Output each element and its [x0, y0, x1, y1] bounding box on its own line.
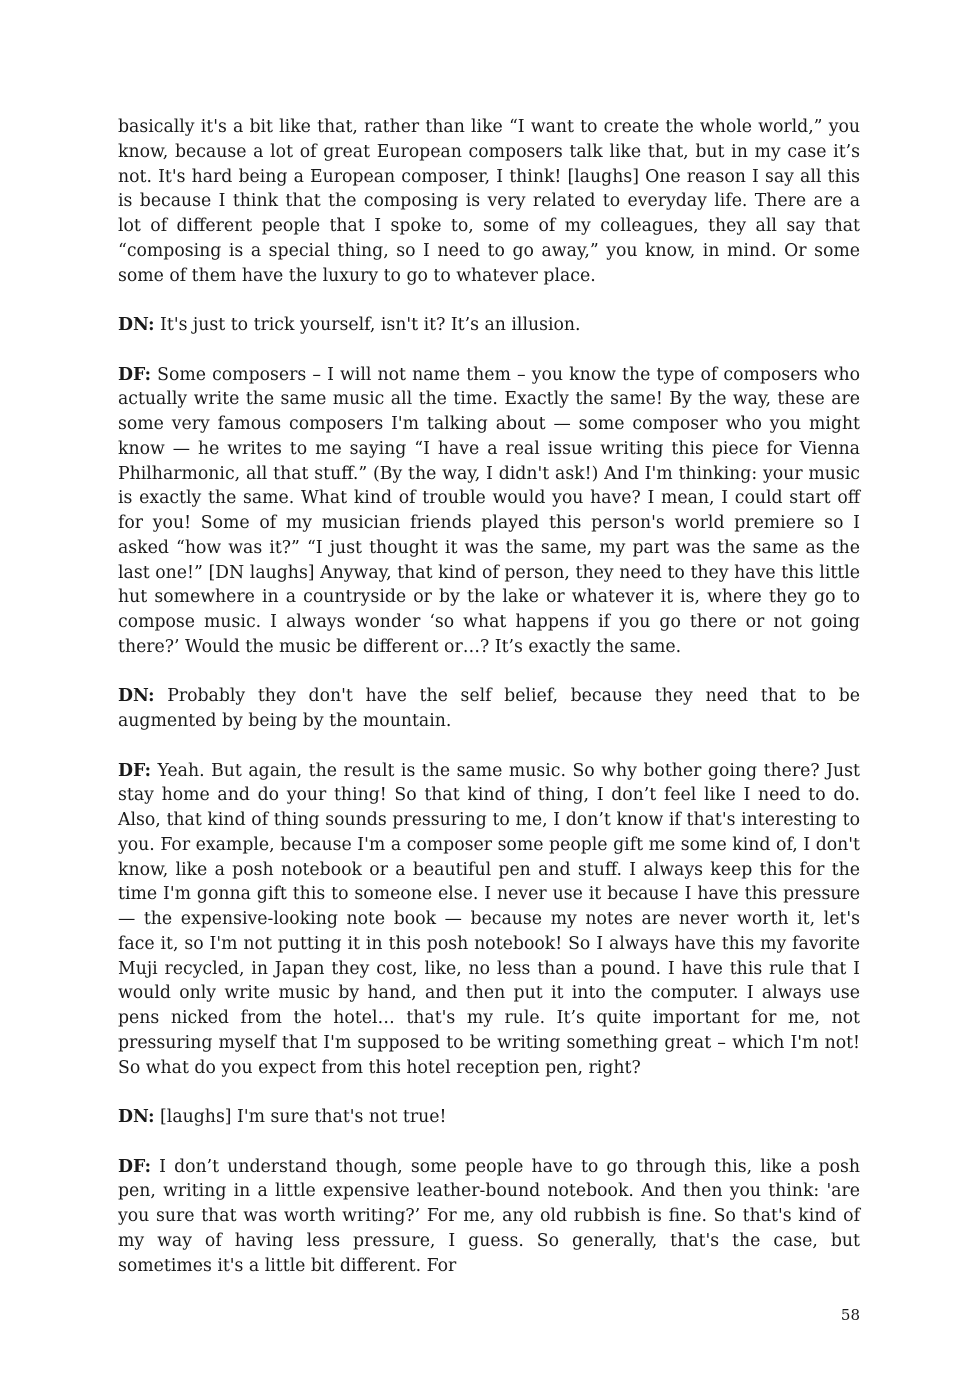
paragraph-text: basically it's a bit like that, rather than like “I want to create the whole world,” you know, because a lot of great European composers talk like that, but in my case it’s not. It's hard being a European composer, I think! [laughs] One reason I say all this is because I think that the composing is very related to everyday life. There are a lot of different people that I spoke to, some of my colleagues, they all say that “composing is a special thing, so I need to go away,” you know, in mind. Or some some of them have the luxury to go to whatever place.	[118, 117, 860, 286]
paragraph-1	[118, 115, 860, 288]
paragraph-text: It's just to trick yourself, isn't it? It’s an illusion.	[160, 315, 581, 335]
speaker-label: DN:	[118, 315, 155, 335]
paragraph-3	[118, 363, 860, 660]
speaker-label: DF:	[118, 760, 152, 781]
paragraph-text: Probably they don't have the self belief, because they need that to be augmented by being by the mountain.	[118, 686, 860, 731]
paragraph-text: Yeah. But again, the result is the same music. So why bother going there? Just stay home and do your thing! So that kind of thing, I don’t feel like I need to do. Also, that kind of thing sounds pressuring to me, I don’t know if that's interesting to you. For example, because I'm a composer some people gift me some kind of, I don't know, like a posh notebook or a beautiful pen and stuff. I always keep this for the time I'm gonna gift this to someone else. I never use it because I have this pressure — the expensive-looking note book — because my notes are never worth it, let's face it, so I'm not putting it in this posh notebook! So I always have this my favorite Muji recycled, in Japan they cost, like, no less than a pound. I have this rule that I would only write music by hand, and then put it into the computer. I always use pens nicked from the hotel… that's my rule. It’s quite important for me, not pressuring myself that I'm supposed to be writing something great – which I'm not! So what do you expect from this hotel reception pen, right?	[118, 760, 860, 1078]
page-number: 58	[840, 1306, 860, 1324]
speaker-label: DN:	[118, 686, 155, 707]
paragraph-4	[118, 684, 860, 734]
paragraph-5	[118, 759, 860, 1081]
paragraph-text: Some composers – I will not name them – you know the type of composers who actually write the same music all the time. Exactly the same! By the way, these are some very famous composers I'm talking about — some composer who you might know — he writes to me saying “I have a real issue writing this piece for Vienna Philharmonic, all that stuff.” (By the way, I didn't ask!) And I'm thinking: your music is exactly the same. What kind of trouble would you have? I mean, I could start off for you! Some of my musician friends played this person's world premiere so I asked “how was it?” “I just thought it was the same, my part was the same as the last one!” [DN laughs] Anyway, that kind of person, they need to they have this little hut somewhere in a countryside or by the lake or whatever it is, where they go to compose music. I always wonder ‘so what happens if you go there or not going there?’ Would the music be different or…? It’s exactly the same.	[118, 364, 860, 657]
speaker-label: DN:	[118, 1107, 155, 1127]
speaker-label: DF:	[118, 1156, 152, 1177]
paragraph-7	[118, 1155, 860, 1279]
paragraph-2	[118, 313, 860, 338]
document-body	[118, 115, 860, 1303]
paragraph-text: [laughs] I'm sure that's not true!	[160, 1107, 447, 1127]
paragraph-6	[118, 1105, 860, 1130]
paragraph-text: I don’t understand though, some people have to go through this, like a posh pen, writing in a little expensive leather-bound notebook. And then you think: 'are you sure that was worth writing?’ For me, any old rubbish is fine. So that's kind of my way of having less pressure, I guess. So generally, that's the case, but sometimes it's a little bit different. For	[118, 1156, 860, 1276]
speaker-label: DF:	[118, 364, 152, 385]
